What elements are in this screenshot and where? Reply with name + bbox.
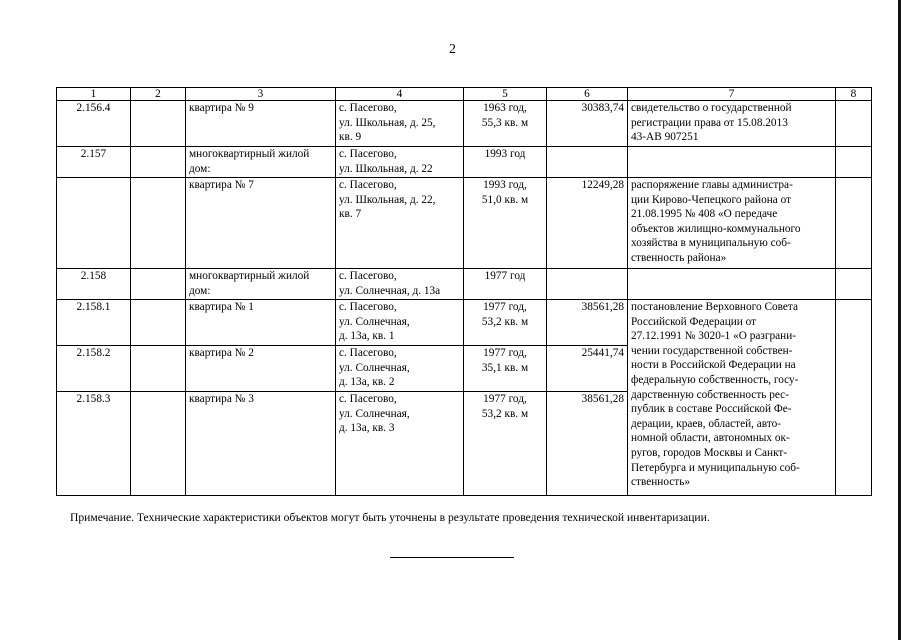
row-year-area: 1993 год, 51,0 кв. м: [464, 178, 547, 269]
row-value: 38561,28: [547, 300, 628, 346]
row-number: 2.156.4: [57, 101, 131, 147]
row-col8: [836, 101, 872, 147]
closing-rule: [390, 557, 514, 558]
row-name: квартира № 7: [186, 178, 336, 269]
row-name: квартира № 2: [186, 346, 336, 392]
row-year-area: 1977 год: [464, 269, 547, 300]
scan-edge: [898, 0, 901, 640]
row-number: 2.158.3: [57, 392, 131, 496]
row-year-area: 1963 год, 55,3 кв. м: [464, 101, 547, 147]
header-cell-5: 5: [464, 88, 547, 101]
row-address: с. Пасегово, ул. Солнечная, д. 13а, кв. 1: [336, 300, 464, 346]
row-value: 30383,74: [547, 101, 628, 147]
row-year-area: 1977 год, 53,2 кв. м: [464, 392, 547, 496]
row-address: с. Пасегово, ул. Школьная, д. 25, кв. 9: [336, 101, 464, 147]
header-cell-3: 3: [186, 88, 336, 101]
row-name: многоквартирный жилой дом:: [186, 147, 336, 178]
row-address: с. Пасегово, ул. Школьная, д. 22, кв. 7: [336, 178, 464, 269]
merged-basis-cell: постановление Верховного Совета Российской Федерации от 27.12.1991 № 3020-1 «О разграни- чении государственной собствен- ности в Российской Федерации на федеральную собственность, госу- дарственную собственность рес- публик в составе Российской Фе- дерации, краев, областей, авто- номной области, автономных ок- ругов, городов Москвы и Санкт- Петербурга и муниципальную соб- ственность»: [628, 300, 836, 496]
row-address: с. Пасегово, ул. Школьная, д. 22: [336, 147, 464, 178]
row-basis: распоряжение главы администра- ции Кирово-Чепецкого района от 21.08.1995 № 408 «О передаче объектов жилищно-коммунального хозяйства в муниципальную соб- ственность района»: [628, 178, 836, 269]
row-value: 12249,28: [547, 178, 628, 269]
table-row: [57, 178, 872, 269]
row-year-area: 1977 год, 35,1 кв. м: [464, 346, 547, 392]
row-number: 2.158.1: [57, 300, 131, 346]
table-row: [57, 147, 872, 178]
table-row: [57, 101, 872, 147]
row-name: многоквартирный жилой дом:: [186, 269, 336, 300]
header-cell-4: 4: [336, 88, 464, 101]
row-col8: [836, 178, 872, 269]
row-year-area: 1993 год: [464, 147, 547, 178]
row-value: 38561,28: [547, 392, 628, 496]
row-address: с. Пасегово, ул. Солнечная, д. 13а, кв. 3: [336, 392, 464, 496]
header-cell-1: 1: [57, 88, 131, 101]
property-register-table: [56, 87, 872, 496]
page-number: 2: [449, 42, 456, 57]
row-name: квартира № 3: [186, 392, 336, 496]
row-col2: [131, 300, 186, 346]
header-cell-8: 8: [836, 88, 872, 101]
row-basis: свидетельство о государственной регистрации права от 15.08.2013 43-АВ 907251: [628, 101, 836, 147]
header-cell-6: 6: [547, 88, 628, 101]
row-col2: [131, 269, 186, 300]
row-number: 2.158: [57, 269, 131, 300]
row-basis: [628, 147, 836, 178]
row-year-area: 1977 год, 53,2 кв. м: [464, 300, 547, 346]
row-number: [57, 178, 131, 269]
row-col2: [131, 392, 186, 496]
row-value: [547, 147, 628, 178]
row-value: [547, 269, 628, 300]
row-col2: [131, 147, 186, 178]
row-name: квартира № 1: [186, 300, 336, 346]
header-cell-2: 2: [131, 88, 186, 101]
table-header-row: [57, 88, 872, 101]
row-col8: [836, 269, 872, 300]
table-row: [57, 300, 872, 346]
row-basis: [628, 269, 836, 300]
row-number: 2.157: [57, 147, 131, 178]
row-col2: [131, 346, 186, 392]
table-row: [57, 269, 872, 300]
row-name: квартира № 9: [186, 101, 336, 147]
row-address: с. Пасегово, ул. Солнечная, д. 13а, кв. 2: [336, 346, 464, 392]
row-value: 25441,74: [547, 346, 628, 392]
row-number: 2.158.2: [57, 346, 131, 392]
row-address: с. Пасегово, ул. Солнечная, д. 13а: [336, 269, 464, 300]
row-col8: [836, 300, 872, 496]
footnote: Примечание. Технические характеристики объектов могут быть уточнены в результате проведения технической инвентаризации.: [70, 511, 710, 524]
header-cell-7: 7: [628, 88, 836, 101]
row-col2: [131, 101, 186, 147]
row-col2: [131, 178, 186, 269]
row-col8: [836, 147, 872, 178]
